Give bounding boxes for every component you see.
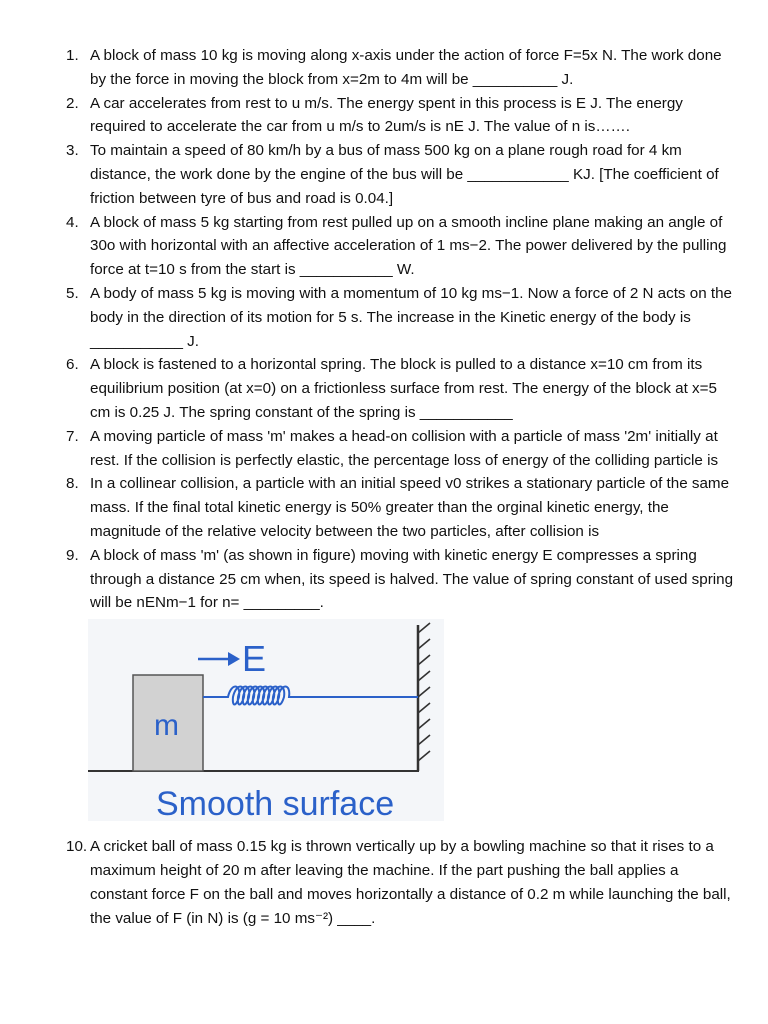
question-number: 4. <box>66 213 79 231</box>
question-number: 7. <box>66 427 79 445</box>
mass-label: m <box>154 709 179 743</box>
question-number: 3. <box>66 142 79 160</box>
question-4 <box>66 211 738 282</box>
question-text: A block is fastened to a horizontal spring. The block is pulled to a distance x=10 cm from its equilibrium position (at x=0) on a frictionless surface from rest. The energy of the block at x=5 cm is 0.25 J. The spring constant of the spring is ___________ <box>90 356 717 421</box>
question-number: 8. <box>66 475 79 493</box>
question-number: 10. <box>66 838 88 856</box>
question-5 <box>66 282 738 353</box>
energy-label: E <box>242 638 267 680</box>
question-text: In a collinear collision, a particle with an initial speed v0 strikes a stationary particle of the same mass. If the final total kinetic energy is 50% greater than the orginal kinetic energy, the magnitude of the relative velocity between the two particles, after collision is <box>90 475 730 540</box>
question-text: A car accelerates from rest to u m/s. The energy spent in this process is E J. The energy required to accelerate the car from u m/s to 2um/s is nE J. The value of n is……. <box>90 94 683 136</box>
question-8 <box>66 472 738 543</box>
question-text: A block of mass 5 kg starting from rest pulled up on a smooth incline plane making an angle of 30o with horizontal with an affective acceleration of 1 ms−2. The power delivered by the pulling force at t=10 s from the start is ___________ W. <box>90 213 727 279</box>
question-number: 1. <box>66 47 79 64</box>
question-7 <box>66 425 738 473</box>
question-text: A cricket ball of mass 0.15 kg is thrown vertically up by a bowling machine so that it rises to a maximum height of 20 m after leaving the machine. If the part pushing the ball applies a constant force F on the ball and moves horizontally a distance of 0.2 m while launching the ball, the value of F (in N) is (g = 10 ms⁻²) ____. <box>90 838 731 927</box>
question-number: 6. <box>66 356 79 374</box>
question-text: A block of mass 'm' (as shown in figure) moving with kinetic energy E compresses a spring through a distance 25 cm when, its speed is halved. The value of spring constant of used spring will be nENm−1 for n= _________. <box>90 546 734 612</box>
question-10 <box>66 835 738 930</box>
question-1 <box>66 44 738 92</box>
question-text: A moving particle of mass 'm' makes a head-on collision with a particle of mass '2m' initially at rest. If the collision is perfectly elastic, the percentage loss of energy of the colliding particle is <box>90 427 719 469</box>
question-9 <box>66 544 738 615</box>
spring-block-diagram <box>88 619 444 829</box>
question-number: 2. <box>66 94 79 112</box>
surface-label: Smooth surface <box>156 785 395 824</box>
question-6 <box>66 353 738 424</box>
question-number: 9. <box>66 546 79 564</box>
spring-block-figure <box>66 619 738 829</box>
question-2 <box>66 92 738 140</box>
question-text: A body of mass 5 kg is moving with a momentum of 10 kg ms−1. Now a force of 2 N acts on the body in the direction of its motion for 5 s. The increase in the Kinetic energy of the body is ___________ J. <box>90 284 732 350</box>
question-list <box>66 44 738 930</box>
question-text: To maintain a speed of 80 km/h by a bus of mass 500 kg on a plane rough road for 4 km distance, the work done by the engine of the bus will be ____________ KJ. [The coefficient of friction between tyre of bus and road is 0.04.] <box>90 142 719 207</box>
question-number: 5. <box>66 284 79 302</box>
question-text: A block of mass 10 kg is moving along x-axis under the action of force F=5x N. The work done by the force in moving the block from x=2m to 4m will be __________ J. <box>90 47 722 88</box>
question-3 <box>66 139 738 210</box>
